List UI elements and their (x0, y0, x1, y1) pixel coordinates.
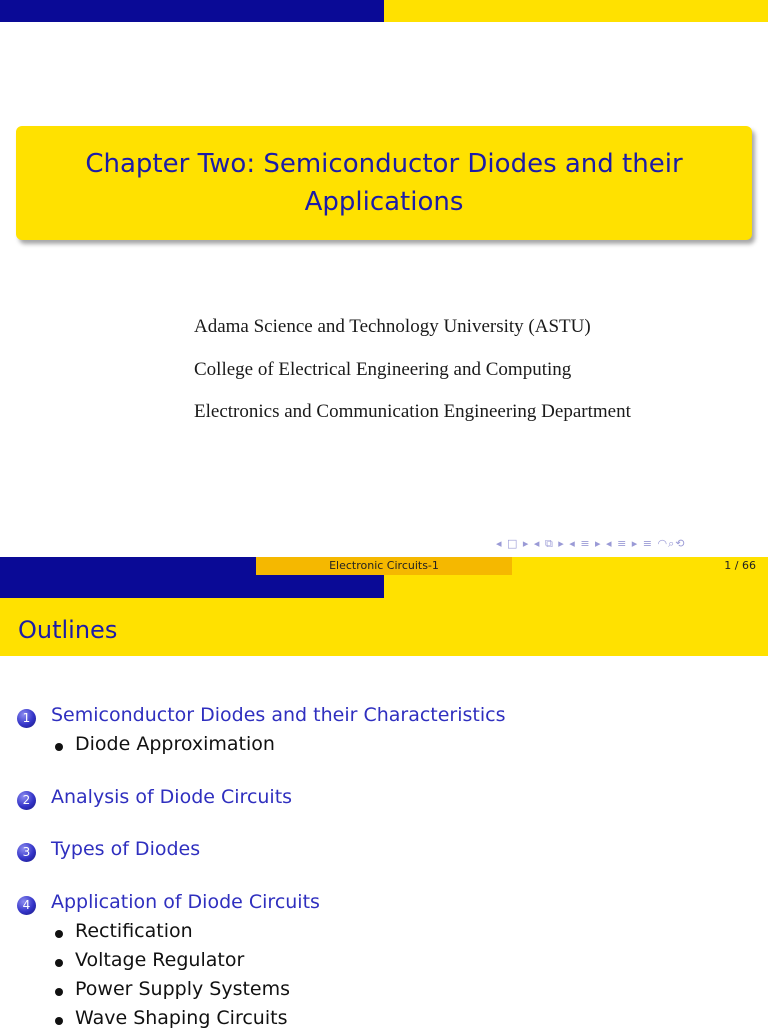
outline-section (0, 700, 768, 759)
slide2-header-bar-left (0, 575, 384, 598)
institute-line-university: Adama Science and Technology University (ASTU) (194, 316, 591, 337)
bullet-icon (55, 743, 63, 751)
outline-section (0, 834, 768, 864)
subsection-link[interactable]: Wave Shaping Circuits (75, 1007, 288, 1029)
subsection-link[interactable]: Power Supply Systems (75, 978, 291, 1000)
frame-title: Outlines (0, 598, 768, 656)
section-link[interactable]: Application of Diode Circuits (51, 891, 320, 913)
section-number-ball: 3 (17, 843, 36, 862)
section-link[interactable]: Semiconductor Diodes and their Characteristics (51, 704, 506, 726)
outline-subsection[interactable] (0, 946, 768, 975)
footer-left-bar (0, 557, 256, 575)
institute-line-college: College of Electrical Engineering and Computing (194, 358, 572, 380)
institute-line-department: Electronics and Communication Engineering Department (194, 401, 631, 422)
subsection-link[interactable]: Diode Approximation (75, 733, 275, 755)
section-link[interactable]: Analysis of Diode Circuits (51, 786, 293, 808)
outline-subsection[interactable] (0, 917, 768, 946)
presentation-title: Chapter Two: Semiconductor Diodes and their Applications (85, 149, 683, 217)
page-number: 1 / 66 (724, 559, 756, 572)
outline-section (0, 887, 768, 1033)
slide2-header-bar-right (384, 575, 768, 598)
footer-course-title: Electronic Circuits-1 (256, 557, 512, 575)
section-number-ball: 1 (17, 709, 36, 728)
beamer-navigation-symbols[interactable]: ◂ □ ▸ ◂ ⧉ ▸ ◂ ≡ ▸ ◂ ≡ ▸ ≡ ◠⌕⟲ (496, 537, 686, 550)
bullet-icon (55, 988, 63, 996)
title-box (16, 126, 752, 240)
institute-block (194, 310, 631, 438)
outline-subsection[interactable] (0, 730, 768, 759)
outline-section-row[interactable] (0, 782, 768, 812)
subsection-link[interactable]: Voltage Regulator (75, 949, 245, 971)
outline-section-row[interactable] (0, 700, 768, 730)
outline-section-row[interactable] (0, 887, 768, 917)
outline-list (0, 700, 768, 1033)
header-bar-left (0, 0, 384, 22)
bullet-icon (55, 930, 63, 938)
subsection-link[interactable]: Rectification (75, 920, 193, 942)
header-bar-right (384, 0, 768, 22)
outline-subsection[interactable] (0, 1004, 768, 1033)
bullet-icon (55, 959, 63, 967)
section-number-ball: 2 (17, 791, 36, 810)
outline-subsection[interactable] (0, 975, 768, 1004)
footer-page-number-bar (512, 557, 768, 575)
outline-section (0, 782, 768, 812)
section-number-ball: 4 (17, 896, 36, 915)
section-link[interactable]: Types of Diodes (51, 838, 201, 860)
outline-section-row[interactable] (0, 834, 768, 864)
